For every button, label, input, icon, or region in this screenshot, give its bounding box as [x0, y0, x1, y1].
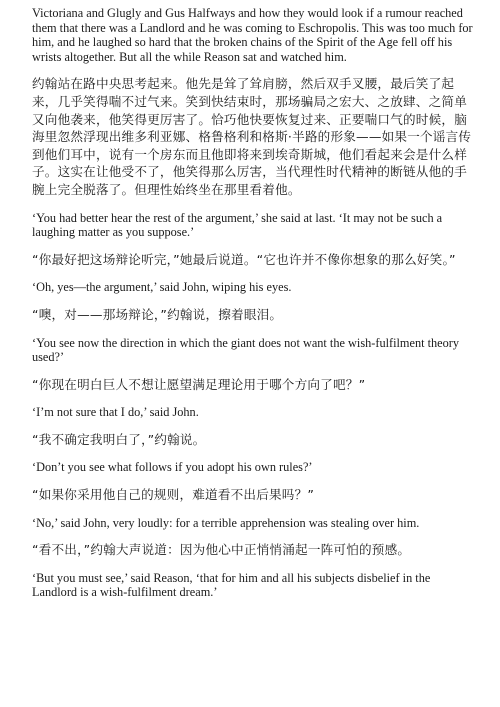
paragraph-en-4: ‘You see now the direction in which the giant does not want the wish-fulfilment theory used?’: [32, 335, 460, 365]
paragraph-zh-7: “看不出，”约翰大声说道：因为他心中正悄悄涌起一阵可怕的预感。: [32, 542, 411, 558]
paragraph-en-6: ‘Don’t you see what follows if you adopt his own rules?’: [32, 460, 313, 475]
paragraph-en-2: ‘You had better hear the rest of the argument,’ she said at last. ‘It may not be such a laughing matter as you suppose.’: [32, 210, 443, 240]
paragraph-en-1: Victoriana and Glugly and Gus Halfways and how they would look if a rumour reached them that there was a Landlord and he was coming to Eschropolis. This was too much for him, and he laughed so hard that the broken chains of the Spirit of the Age fell off his wrists altogether. But all the while Reason sat and watched him.: [32, 6, 473, 64]
paragraph-zh-1: 约翰站在路中央思考起来。他先是耸了耸肩膀，然后双手叉腰，最后笑了起来，几乎笑得喘不过气来。笑到快结束时，那场骗局之宏大、之放肆、之简单又向他袭来，他笑得更厉害了。恰巧他快要恢复过来、正要喘口气的时候，脑海里忽然浮现出维多利亚娜、格鲁格利和格斯·半路的形象——如果一个谣言传到他们耳中，说有一个房东而且他即将来到埃奇斯城，他们看起来会是什么样子。这实在让他受不了，他笑得那么厉害，当代理性时代精神的断链从他的手腕上完全脱落了。但理性始终坐在那里看着他。: [32, 76, 472, 197]
paragraph-en-7: ‘No,’ said John, very loudly: for a terrible apprehension was stealing over him.: [32, 515, 420, 530]
paragraph-en-5: ‘I’m not sure that I do,’ said John.: [32, 405, 199, 420]
paragraph-zh-4: “你现在明白巨人不想让愿望满足理论用于哪个方向了吧？”: [32, 376, 366, 392]
paragraph-zh-3: “噢，对——那场辩论，”约翰说，擦着眼泪。: [32, 306, 283, 322]
paragraph-en-8: ‘But you must see,’ said Reason, ‘that for him and all his subjects disbelief in the Landlord is a wish-fulfilment dream.’: [32, 570, 431, 600]
paragraph-zh-2: “你最好把这场辩论听完，”她最后说道。“它也许并不像你想象的那么好笑。”: [32, 251, 456, 267]
paragraph-en-3: ‘Oh, yes—the argument,’ said John, wiping his eyes.: [32, 280, 292, 295]
document-page: [32, 6, 474, 600]
paragraph-zh-5: “我不确定我明白了，”约翰说。: [32, 431, 206, 447]
paragraph-zh-6: “如果你采用他自己的规则，难道看不出后果吗？”: [32, 487, 315, 503]
